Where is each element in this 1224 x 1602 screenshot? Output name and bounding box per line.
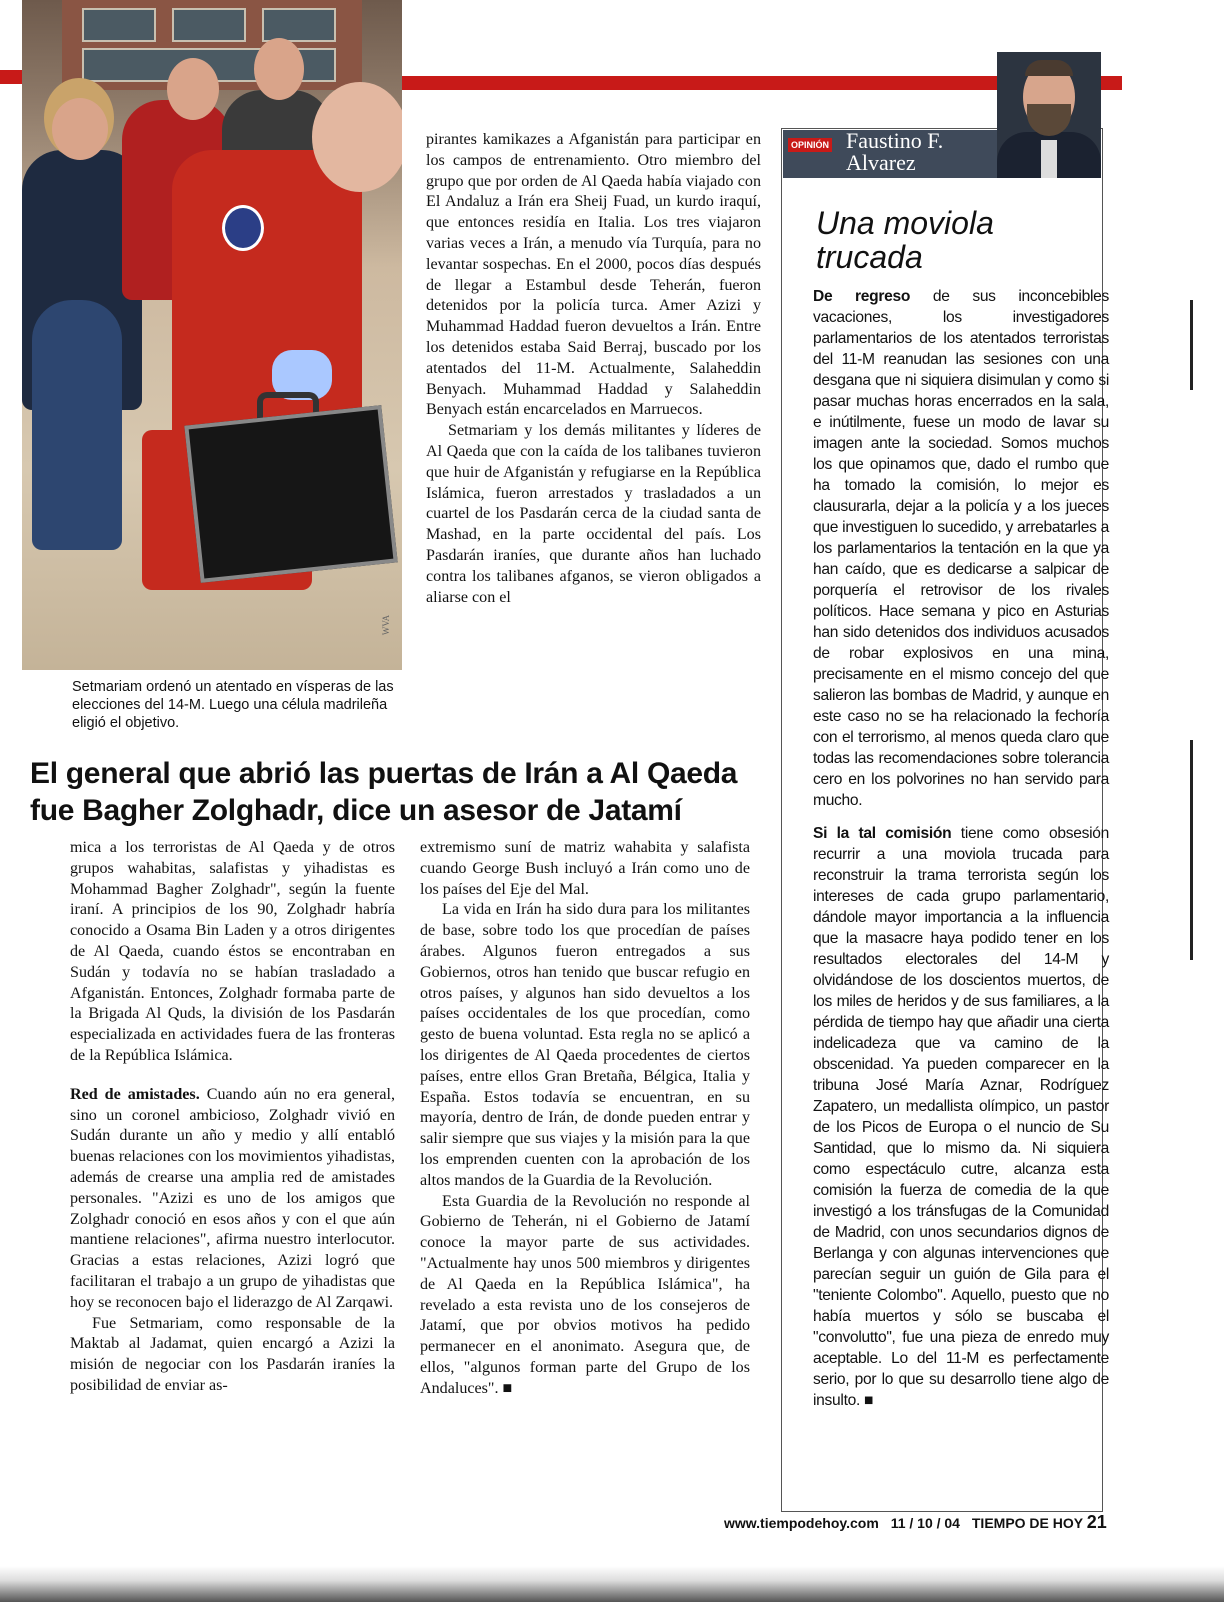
- photo-credit: WVA: [380, 614, 391, 636]
- headline-line-2: fue Bagher Zolghadr, dice un asesor de Jatamí: [30, 794, 682, 827]
- opinion-paragraph: Si la tal comisión tiene como obsesión recurrir a una moviola trucada para reconstruir la trama terrorista según los intereses de cada grupo parlamentario, dándole mayor importancia a la influencia que la masacre haya podido tener en los resultados electorales del 14-M y olvidándose de los doscientos muertos, de los miles de heridos y de sus familiares, a la pérdida de tiempo hay que añadir una cierta indelicadeza que va camino de la obscenidad. Ya pueden comparecer en la tribuna José María Aznar, Rodríguez Zapatero, un medallista olímpico, un pastor de los Picos de Europa o el nuncio de Su Santidad, que lo mismo da. Ni siquiera como espectáculo cutre, alcanza esta comisión la fuerza de comedia de la que investigó a los tránsfugas de la Comunidad de Madrid, con unos secundarios dignos de Berlanga y con algunas intervenciones que parecían seguir un guión de Gila para el "teniente Colombo". Aquello, puesto que no había muertos y sólo se buscaba el "convolutto", fue una pieza de enredo muy aceptable. Lo del 11-M es perfectamente serio, por lo que su desarrollo tiene algo de insulto. ■: [813, 825, 1109, 1409]
- top-red-rule-left: [0, 70, 24, 84]
- headline-line-1: El general que abrió las puertas de Irán a Al Qaeda: [30, 757, 738, 790]
- emblem-icon: [222, 205, 264, 251]
- article-paragraph: Fue Setmariam, como responsable de la Maktab al Jadamat, quien encargó a Azizi la misión de negociar con los Pasdarán iraníes la posibilidad de enviar as-: [70, 1314, 395, 1394]
- opinion-title: Una moviola trucada: [816, 205, 994, 275]
- article-paragraph: La vida en Irán ha sido dura para los militantes de base, sobre todo los que procedían de países árabes. Algunos fueron entregados a sus Gobiernos, otros han tenido que buscar refugio en otros países, y algunos han sido devueltos a los países occidentales de los que procedían, como gesto de buena voluntad. Esta regla no se aplicó a los dirigentes de Al Qaeda procedentes de ciertos países, entre ellos Gran Bretaña, Bélgica, Italia y España. Estos todavía se encuentran, en su mayoría, dentro de Irán, de donde pueden entrar y salir siempre que sus viajes y la misión para la que los emprenden cuenten con la aprobación de los altos mandos de la Guardia de la Revolución.: [420, 901, 750, 1189]
- footer-date: 11 / 10 / 04: [890, 1515, 960, 1531]
- footer-website: www.tiempodehoy.com: [724, 1515, 879, 1531]
- article-paragraph: Red de amistades. Cuando aún no era general, sino un coronel ambicioso, Zolghadr vivió en Sudán durante un año y medio y allí entabló buenas relaciones con los movimientos yihadistas, además de crearse una amplia red de amistades personales. "Azizi es uno de los amigos que Zolghadr conoció en esos años y con el que aún mantiene relaciones", afirma nuestro interlocutor. Gracias a estas relaciones, Azizi logró que facilitaran el trabajo a un grupo de yihadistas que hoy se reconocen bajo el liderazgo de Al Zarqawi.: [70, 1085, 395, 1311]
- page-number: 21: [1086, 1512, 1107, 1532]
- photo-caption: Setmariam ordenó un atentado en vísperas de las elecciones del 14-M. Luego una célula madrileña eligió el objetivo.: [72, 679, 394, 731]
- opinion-author: Faustino F. Alvarez: [846, 128, 944, 175]
- author-portrait: [997, 52, 1101, 178]
- footer-publication: TIEMPO DE HOY: [971, 1515, 1083, 1531]
- article-paragraph: Setmariam y los demás militantes y líderes de Al Qaeda que con la caída de los talibanes tuvieron que huir de Afganistán y refugiarse en la República Islámica, fueron arrestados y trasladados a un cuartel de los Pasdarán cerca de la ciudad santa de Mashad, en la parte occidental del país. Los Pasdarán iraníes, que durante años han luchado contra los talibanes afganos, se vieron obligados a aliarse con el: [426, 422, 761, 606]
- page-footer: [724, 1512, 1107, 1533]
- article-paragraph: extremismo suní de matriz wahabita y salafista cuando George Bush incluyó a Irán como uno de los países del Eje del Mal.: [420, 839, 750, 898]
- scan-bottom-edge: [0, 1566, 1224, 1602]
- article-paragraph: Esta Guardia de la Revolución no responde al Gobierno de Teherán, ni el Gobierno de Jatamí conoce la mayor parte de sus actividades. "Actualmente hay unos 500 miembros y dirigentes de Al Qaeda en la República Islámica", ha revelado a esta revista uno de los consejeros de Jatamí, que por obvios motivos ha pedido permanecer en el anonimato. Asegura que, de ellos, "algunos forman parte del Grupo de los Andaluces". ■: [420, 1192, 750, 1397]
- opinion-text: [813, 286, 1109, 1411]
- briefcase: [184, 405, 397, 583]
- news-photo: [22, 0, 402, 670]
- article-headline: [30, 755, 790, 829]
- article-paragraph: pirantes kamikazes a Afganistán para participar en los campos de entrenamiento. Otro miembro del grupo que por orden de Al Qaeda había viajado con El Andaluz a Irán era Sheij Fuad, un kurdo iraquí, que entonces residía en Italia. Los tres viajaron varias veces a Irán, a menudo vía Turquía, para no levantar sospechas. En el 2000, pocos días después de llegar a Estambul desde Teherán, fueron detenidos por la policía turca. Amer Azizi y Muhammad Haddad fueron devueltos a Irán. Entre los detenidos estaba Said Berraj, buscado por los atentados del 11-M. Actualmente, Salaheddin Benyach. Muhammad Haddad y Salaheddin Benyach están encarcelados en Marruecos.: [426, 131, 761, 419]
- edge-mark: [1190, 740, 1193, 960]
- edge-mark: [1190, 300, 1193, 390]
- article-lower-middle-column: [420, 838, 750, 1400]
- article-lower-left-column: [70, 838, 395, 1397]
- subhead-red-de-amistades: Red de amistades.: [70, 1085, 200, 1103]
- article-paragraph: mica a los terroristas de Al Qaeda y de otros grupos wahabitas, salafistas y yihadistas es Mohammad Bagher Zolghadr", según la fuente iraní. A principios de los 90, Zolghadr habría conocido a Osama Bin Laden y a otros dirigentes de Al Qaeda, cuando éstos se encontraban en Sudán y todavía no se habían trasladado a Afganistán. Entonces, Zolghadr formaba parte de la Brigada Al Quds, la división de los Pasdarán especializada en actividades fuera de las fronteras de la República Islámica.: [70, 839, 395, 1064]
- article-upper-column: [426, 130, 761, 608]
- opinion-paragraph: De regreso de sus inconcebibles vacaciones, los investigadores parlamentarios de los atentados terroristas del 11-M reanudan las sesiones con una desgana que ni siquiera disimulan y como si pasar muchas horas encerrados en la sala, e inútilmente, fuese un modo de lavar su imagen ante la sociedad. Somos muchos los que opinamos que, dado el rumbo que ha tomado la comisión, lo mejor es clausurarla, dejar a la policía y a los jueces que investiguen lo sucedido, y arrebatarles a los parlamentarios la tentación en la que ya han caído, que es dedicarse a salpicar de porquería el retrovisor de los rivales políticos. Hace semana y pico en Asturias han sido detenidos dos individuos acusados de robar explosivos en una mina, precisamente en el mismo concejo del que salieron las bombas de Madrid, y aunque en este caso no se ha relacionado la fechoría con el terrorismo, al menos queda claro que todas las recomendaciones sobre tolerancia cero en los polvorines no han servido para mucho.: [813, 288, 1109, 809]
- opinion-label: OPINIÓN: [788, 138, 832, 152]
